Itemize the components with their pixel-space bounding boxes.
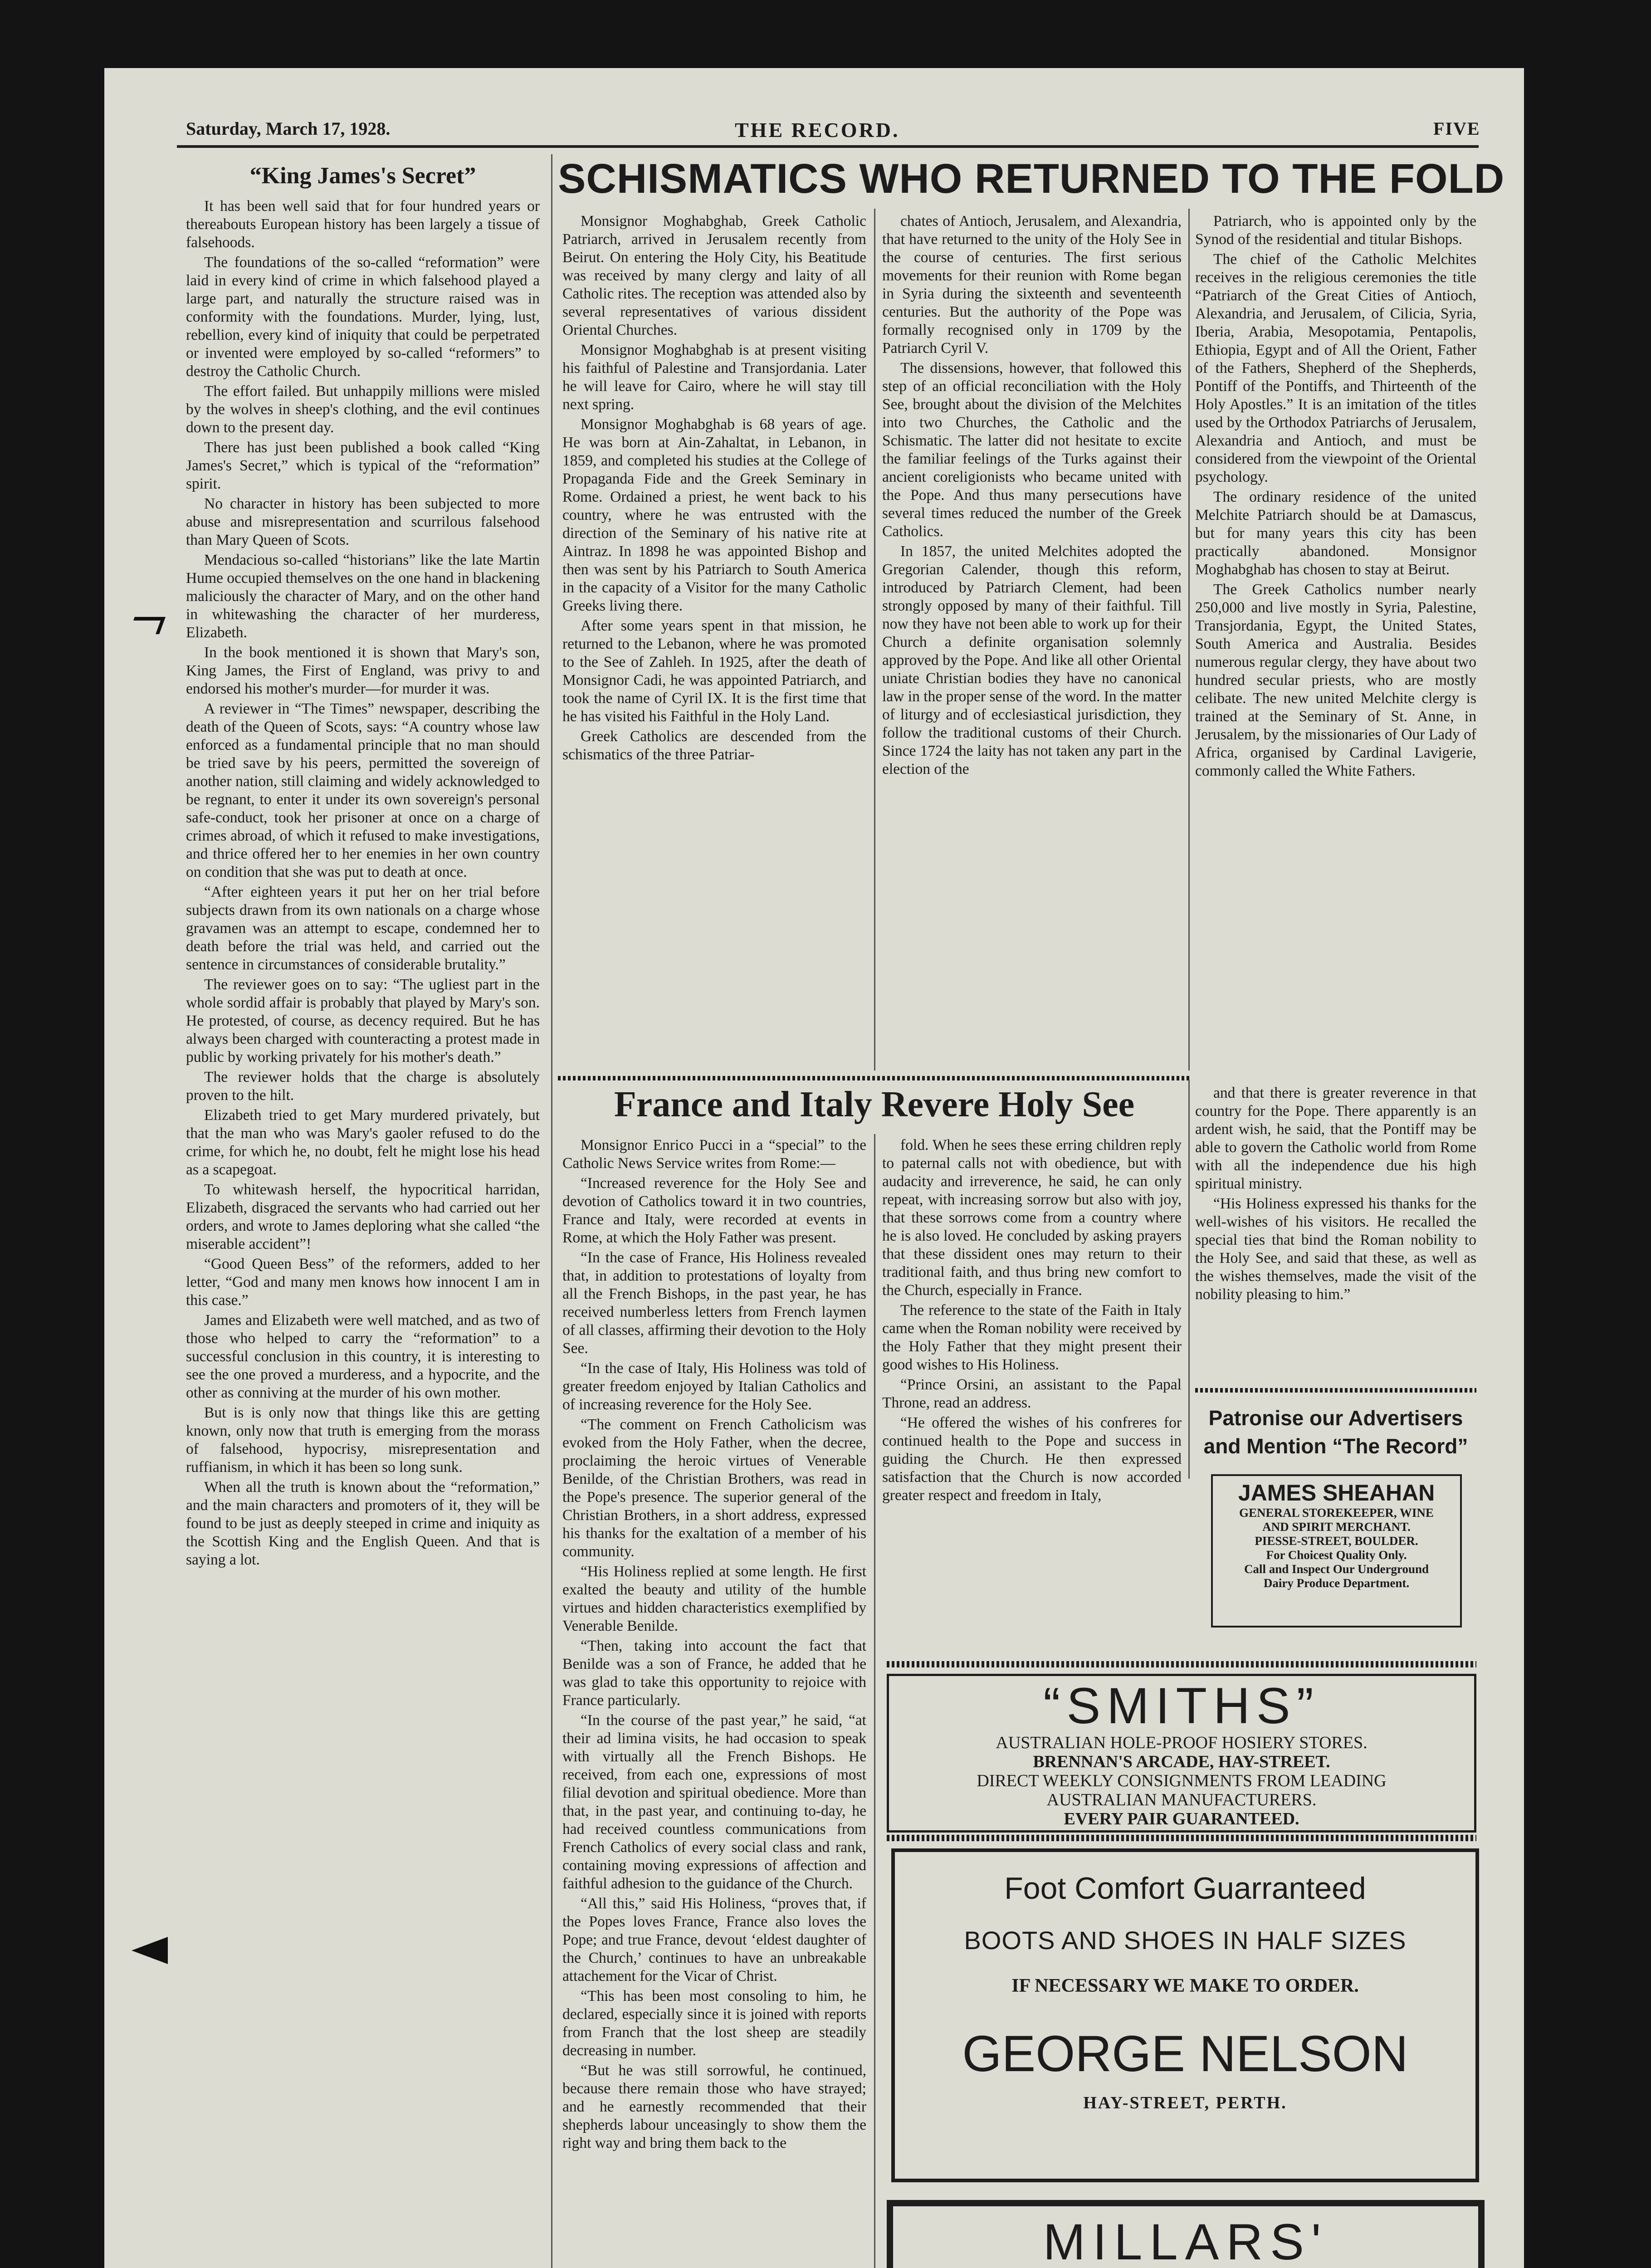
issue-date: Saturday, March 17, 1928. — [186, 118, 391, 139]
paragraph: “The comment on French Catholicism was evoked from the Holy Father, when the decree, proclaiming the heroic virtues of Venerable Benilde, of the Christian Brothers, was read in the Pope's presence. The superior general of the Christian Brothers, in a short address, expressed his thanks for the exaltation of a member of his community. — [562, 1416, 866, 1560]
paragraph: “In the case of France, His Holiness revealed that, in addition to protestations of loyalty from all the French Bishops, in the past year, he has received numberless letters from French laymen of all classes, affirming their devotion to the Holy See. — [562, 1249, 866, 1357]
paragraph: fold. When he sees these erring children reply to paternal calls not with obedience, but with audacity and irreverence, he said, he can only repeat, with increasing sorrow but also with joy, that these sorrows come from a country where he is also loved. He concluded by asking prayers that these dissident ones may return to their traditional faith, and thus bring new comfort to the Church, especially in France. — [882, 1137, 1182, 1299]
sheahan-line-5: Call and Inspect Our Underground — [1244, 1562, 1429, 1576]
margin-hook-mark — [128, 617, 166, 634]
masthead: THE RECORD. — [735, 118, 900, 142]
paragraph: “His Holiness replied at some length. He first exalted the beauty and utility of the humble virtues and hidden characteristics exemplified by Venerable Benilde. — [562, 1563, 866, 1634]
smiths-line-4: AUSTRALIAN MANUFACTURERS. — [1046, 1790, 1317, 1809]
sheahan-line-6: Dairy Produce Department. — [1263, 1576, 1410, 1590]
schismatics-headline: SCHISMATICS WHO RETURNED TO THE FOLD — [558, 156, 1505, 202]
sheahan-line-1: GENERAL STOREKEEPER, WINE — [1239, 1506, 1434, 1520]
paragraph: In 1857, the united Melchites adopted the Gregorian Calender, though this reform, introduced by Patriarch Clement, had been strongly opposed by many of their faithful. Till now they have not been able to work up for their Church a definite organisation solemnly approved by the Pope. And like all other Oriental uniate Christian bodies they have no canonical law in the proper sense of the word. In the matter of liturgy and of ecclesiastical jurisdiction, they follow the traditional customs of their Church. Since 1724 the laity has not taken any part in the election of the — [882, 543, 1182, 777]
paragraph: To whitewash herself, the hypocritical harridan, Elizabeth, disgraced the servants who had carried out her orders, and wrote to James deploring what she called “the miserable accident”! — [186, 1181, 540, 1252]
nelson-line-3: IF NECESSARY WE MAKE TO ORDER. — [1011, 1975, 1359, 1996]
paragraph: Elizabeth tried to get Mary murdered privately, but that the man who was Mary's gaoler refused to do the crime, for which he, no doubt, felt he might lose his head as a scapegoat. — [186, 1107, 540, 1178]
section-rule — [1195, 1388, 1476, 1393]
header-rule — [177, 145, 1479, 148]
paragraph: Greek Catholics are descended from the schismatics of the three Patriar- — [562, 728, 866, 763]
paragraph: The reference to the state of the Faith in Italy came when the Roman nobility were received by the Holy Father that they might present their good wishes to His Holiness. — [882, 1302, 1182, 1373]
sheahan-line-4: For Choicest Quality Only. — [1266, 1548, 1407, 1562]
paragraph: Mendacious so-called “historians” like the late Martin Hume occupied themselves on the one hand in blackening maliciously the character of Mary, and on the other hand in whitewashing the character of her murderess, Elizabeth. — [186, 552, 540, 641]
patronise-line-1: Patronise our Advertisers — [1208, 1406, 1463, 1430]
paragraph: “But he was still sorrowful, he continued, because there remain those who have strayed; and he earnestly recommended that their shepherds labour unceasingly to show them the right way and bring them back to the — [562, 2062, 866, 2151]
nelson-line-1: Foot Comfort Guarranteed — [1004, 1871, 1366, 1906]
schismatics-column-2 — [882, 212, 1182, 1074]
patronise-line-2: and Mention “The Record” — [1203, 1434, 1468, 1458]
column-divider — [551, 154, 552, 2268]
france-italy-column-2 — [882, 1136, 1182, 1626]
paragraph: Monsignor Moghabghab, Greek Catholic Patriarch, arrived in Jerusalem recently from Beirut. On entering the Holy City, his Beatitude was received by many clergy and laity of all Catholic rites. The reception was attended also by several representatives of various dissident Oriental Churches. — [562, 213, 866, 338]
paragraph: “Then, taking into account the fact that Benilde was a son of France, he added that he was glad to take this opportunity to rejoice with France particularly. — [562, 1637, 866, 1709]
paragraph: When all the truth is known about the “reformation,” and the main characters and promoters of it, they will be found to be just as deeply steeped in crime and iniquity as the Scottish King and the English Queen. And that is saying a lot. — [186, 1479, 540, 1568]
smiths-line-5: EVERY PAIR GUARANTEED. — [1064, 1809, 1299, 1828]
patronise-notice — [1195, 1404, 1476, 1460]
paragraph: Monsignor Enrico Pucci in a “special” to the Catholic News Service writes from Rome:— — [562, 1137, 866, 1172]
king-james-headline: “King James's Secret” — [249, 163, 476, 189]
paragraph: and that there is greater reverence in that country for the Pope. There apparently is an ardent wish, he said, that the Pontiff may be able to govern the Catholic world from Rome with all the independence due his high spiritual ministry. — [1195, 1085, 1476, 1192]
paragraph: The reviewer holds that the charge is absolutely proven to the hilt. — [186, 1069, 540, 1104]
millars-name: MILLARS' — [1043, 2214, 1329, 2268]
paragraph: But is is only now that things like this are getting known, only now that truth is emerging from the morass of falsehood, hypocrisy, misrepresentation and ruffianism, in which it has been so long sunk. — [186, 1404, 540, 1476]
column-divider — [1188, 209, 1190, 1070]
paragraph: “His Holiness expressed his thanks for the well-wishes of his visitors. He recalled the special ties that bind the Roman nobility to the Holy See, and said that these, as well as the wishes themselves, made the visit of the nobility pleasing to him.” — [1195, 1195, 1476, 1303]
schismatics-column-3 — [1195, 212, 1476, 1074]
column-divider — [1188, 1080, 1190, 1479]
ad-rule — [887, 1835, 1476, 1841]
millars-ad — [887, 2200, 1485, 2268]
paragraph: “In the case of Italy, His Holiness was told of greater freedom enjoyed by Italian Catholics and of increasing reverence for the Holy See. — [562, 1360, 866, 1413]
paragraph: The effort failed. But unhappily millions were misled by the wolves in sheep's clothing, and the evil continues down to the present day. — [186, 383, 540, 436]
paragraph: “In the course of the past year,” he said, “at their ad limina visits, he had occasion to speak with virtually all the French Bishops. He received, from each one, expressions of most filial devotion and spiritual obedience. More than that, in the past year, and continuing to-day, he had received countless communications from French Catholics of every social class and rank, containing moving expressions of affection and faithful adhesion to the guidance of the Church. — [562, 1712, 866, 1892]
paragraph: In the book mentioned it is shown that Mary's son, King James, the First of England, was privy to and endorsed his mother's murder—for murder it was. — [186, 644, 540, 697]
france-italy-column-3 — [1195, 1084, 1476, 1393]
paragraph: The Greek Catholics number nearly 250,000 and live mostly in Syria, Palestine, Transjordania, Egypt, the United States, South America and Australia. Besides numerous regular clergy, they have about two hundred secular priests, who are mostly celibate. The new united Melchite clergy is trained at the Seminary of St. Anne, in Jerusalem, by the missionaries of Our Lady of Africa, organised by Cardinal Lavigerie, commonly called the White Fathers. — [1195, 581, 1476, 779]
paragraph: There has just been published a book called “King James's Secret,” which is typical of the “reformation” spirit. — [186, 439, 540, 492]
george-nelson-ad — [891, 1848, 1479, 2182]
margin-arrow-mark — [132, 1937, 168, 1964]
paragraph: chates of Antioch, Jerusalem, and Alexandria, that have returned to the unity of the Holy See in the course of centuries. The first serious movements for their reunion with Rome began in Syria during the sixteenth and seventeenth centuries. But the authority of the Pope was formally recognised only in 1709 by the Patriarch Cyril V. — [882, 213, 1182, 357]
paragraph: Monsignor Moghabghab is at present visiting his faithful of Palestine and Transjordania. Later he will leave for Cairo, where he will stay till next spring. — [562, 342, 866, 413]
paragraph: The chief of the Catholic Melchites receives in the religious ceremonies the title “Patriarch of the Great Cities of Antioch, Alexandria, and Jerusalem, of Cilicia, Syria, Iberia, Arabia, Mesopotamia, Pentapolis, Ethiopia, Egypt and of All the Orient, Father of the Fathers, Shepherd of the Shepherds, Pontiff of the Pontiffs, and Thirteenth of the Holy Apostles.” It is an imitation of the titles used by the Orthodox Patriarchs of Jerusalem, Alexandria and Antioch, and must be considered from the viewpoint of the Oriental psychology. — [1195, 251, 1476, 485]
france-italy-column-1 — [562, 1136, 866, 2268]
column-divider — [874, 209, 875, 1070]
smiths-line-1: AUSTRALIAN HOLE-PROOF HOSIERY STORES. — [996, 1733, 1368, 1752]
paragraph: “He offered the wishes of his confreres for continued health to the Pope and success in guiding the Church. He then expressed satisfaction that the Church is now accorded greater respect and freedom in Italy, — [882, 1414, 1182, 1504]
sheahan-line-2: AND SPIRIT MERCHANT. — [1262, 1520, 1411, 1534]
paragraph: No character in history has been subjected to more abuse and misrepresentation and scurrilous falsehood than Mary Queen of Scots. — [186, 495, 540, 548]
paragraph: The foundations of the so-called “reformation” were laid in every kind of crime in which falsehood played a large part, and naturally the structure raised was in conformity with the foundations. Murder, lying, lust, rebellion, every kind of iniquity that could be perpetrated or invented were employed by so-called “reformers” to destroy the Catholic Church. — [186, 254, 540, 380]
sheahan-line-3: PIESSE-STREET, BOULDER. — [1255, 1534, 1418, 1548]
paragraph: “After eighteen years it put her on her trial before subjects drawn from its own nationals on a charge whose gravamen was an attempt to escape, condemned her to death before the trial was held, and carried out the sentence in circumstances of considerable brutality.” — [186, 884, 540, 973]
james-sheahan-ad — [1211, 1474, 1462, 1628]
nelson-name: GEORGE NELSON — [962, 2025, 1408, 2082]
nelson-line-4: HAY-STREET, PERTH. — [1083, 2093, 1287, 2112]
ad-rule — [887, 1661, 1476, 1667]
paragraph: “Increased reverence for the Holy See and devotion of Catholics toward it in two countries, France and Italy, were recorded at events in Rome, at which the Holy Father was present. — [562, 1175, 866, 1246]
section-rule — [558, 1076, 1191, 1080]
nelson-line-2: BOOTS AND SHOES IN HALF SIZES — [964, 1926, 1407, 1955]
paragraph: Patriarch, who is appointed only by the Synod of the residential and titular Bishops. — [1195, 213, 1476, 248]
smiths-line-3: DIRECT WEEKLY CONSIGNMENTS FROM LEADING — [977, 1771, 1387, 1790]
column-divider — [874, 1134, 875, 2268]
smiths-name: “SMITHS” — [1043, 1677, 1320, 1734]
paragraph: After some years spent in that mission, he returned to the Lebanon, where he was promoted to the See of Zahleh. In 1925, after the death of Monsignor Cadi, he was appointed Patriarch, and took the name of Cyril IX. It is the first time that he has visited his Faithful in the Holy Land. — [562, 617, 866, 725]
paragraph: The reviewer goes on to say: “The ugliest part in the whole sordid affair is probably that played by Mary's son. He protested, of course, as decency required. But he has always been charged with counteracting a protest made in public by working privately for his mother's death.” — [186, 976, 540, 1066]
page-number: FIVE — [1433, 118, 1480, 139]
paragraph: The dissensions, however, that followed this step of an official reconciliation with the Holy See, brought about the division of the Melchites into two Churches, the Catholic and the Schismatic. The latter did not hesitate to excite the familiar feelings of the Turks against their ancient coreligionists who became united with the Pope. And thus many persecutions have several times reduced the number of the Greek Catholics. — [882, 360, 1182, 540]
newspaper-page — [104, 68, 1524, 2268]
sheahan-name: JAMES SHEAHAN — [1238, 1480, 1435, 1505]
paragraph: “Prince Orsini, an assistant to the Papal Throne, read an address. — [882, 1376, 1182, 1411]
smiths-line-2: BRENNAN'S ARCADE, HAY-STREET. — [1033, 1752, 1330, 1771]
paragraph: Monsignor Moghabghab is 68 years of age. He was born at Ain-Zahaltat, in Lebanon, in 1859, and completed his studies at the College of Propaganda Fide and the Greek Seminary in Rome. Ordained a priest, he went back to his country, where he was entrusted with the direction of the Seminary of his native rite at Aintraz. In 1898 he was appointed Bishop and then was sent by his Patriarch to South America in the capacity of a Visitor for the many Catholic Greeks living there. — [562, 416, 866, 614]
king-james-article — [186, 197, 540, 2268]
paragraph: “This has been most consoling to him, he declared, especially since it is joined with reports from Franch that the lost sheep are steadily decreasing in number. — [562, 1988, 866, 2059]
paragraph: “Good Queen Bess” of the reformers, added to her letter, “God and many men knows how innocent I am in this case.” — [186, 1256, 540, 1309]
smiths-ad — [887, 1674, 1476, 1833]
schismatics-column-1 — [562, 212, 866, 1074]
france-italy-headline: France and Italy Revere Holy See — [614, 1085, 1135, 1124]
paragraph: James and Elizabeth were well matched, and as two of those who helped to carry the “reformation” to a successful conclusion in this country, it is interesting to see the one proved a murderess, and a hypocrite, and the other as conniving at the murder of his own mother. — [186, 1312, 540, 1401]
paragraph: The ordinary residence of the united Melchite Patriarch should be at Damascus, but for many years this city has been practically abandoned. Monsignor Moghabghab has chosen to stay at Beirut. — [1195, 489, 1476, 578]
paragraph: A reviewer in “The Times” newspaper, describing the death of the Queen of Scots, says: “A country whose law enforced as a fundamental principle that no man should be tried save by his peers, permitted the sovereign of another nation, still claiming and widely acknowledged to be regnant, to enter it under its own sovereign's personal safe-conduct, took her prisoner at once on a charge of crimes abroad, of which it refused to make investigations, and thrice offered her to her enemies in her own country on condition that she was put to death at once. — [186, 700, 540, 880]
paragraph: “All this,” said His Holiness, “proves that, if the Popes loves France, France also loves the Pope; and true France, devout ‘eldest daughter of the Church,’ continues to have an unbreakable attachement for the Vicar of Christ. — [562, 1895, 866, 1984]
paragraph: It has been well said that for four hundred years or thereabouts European history has been largely a tissue of falsehoods. — [186, 198, 540, 251]
